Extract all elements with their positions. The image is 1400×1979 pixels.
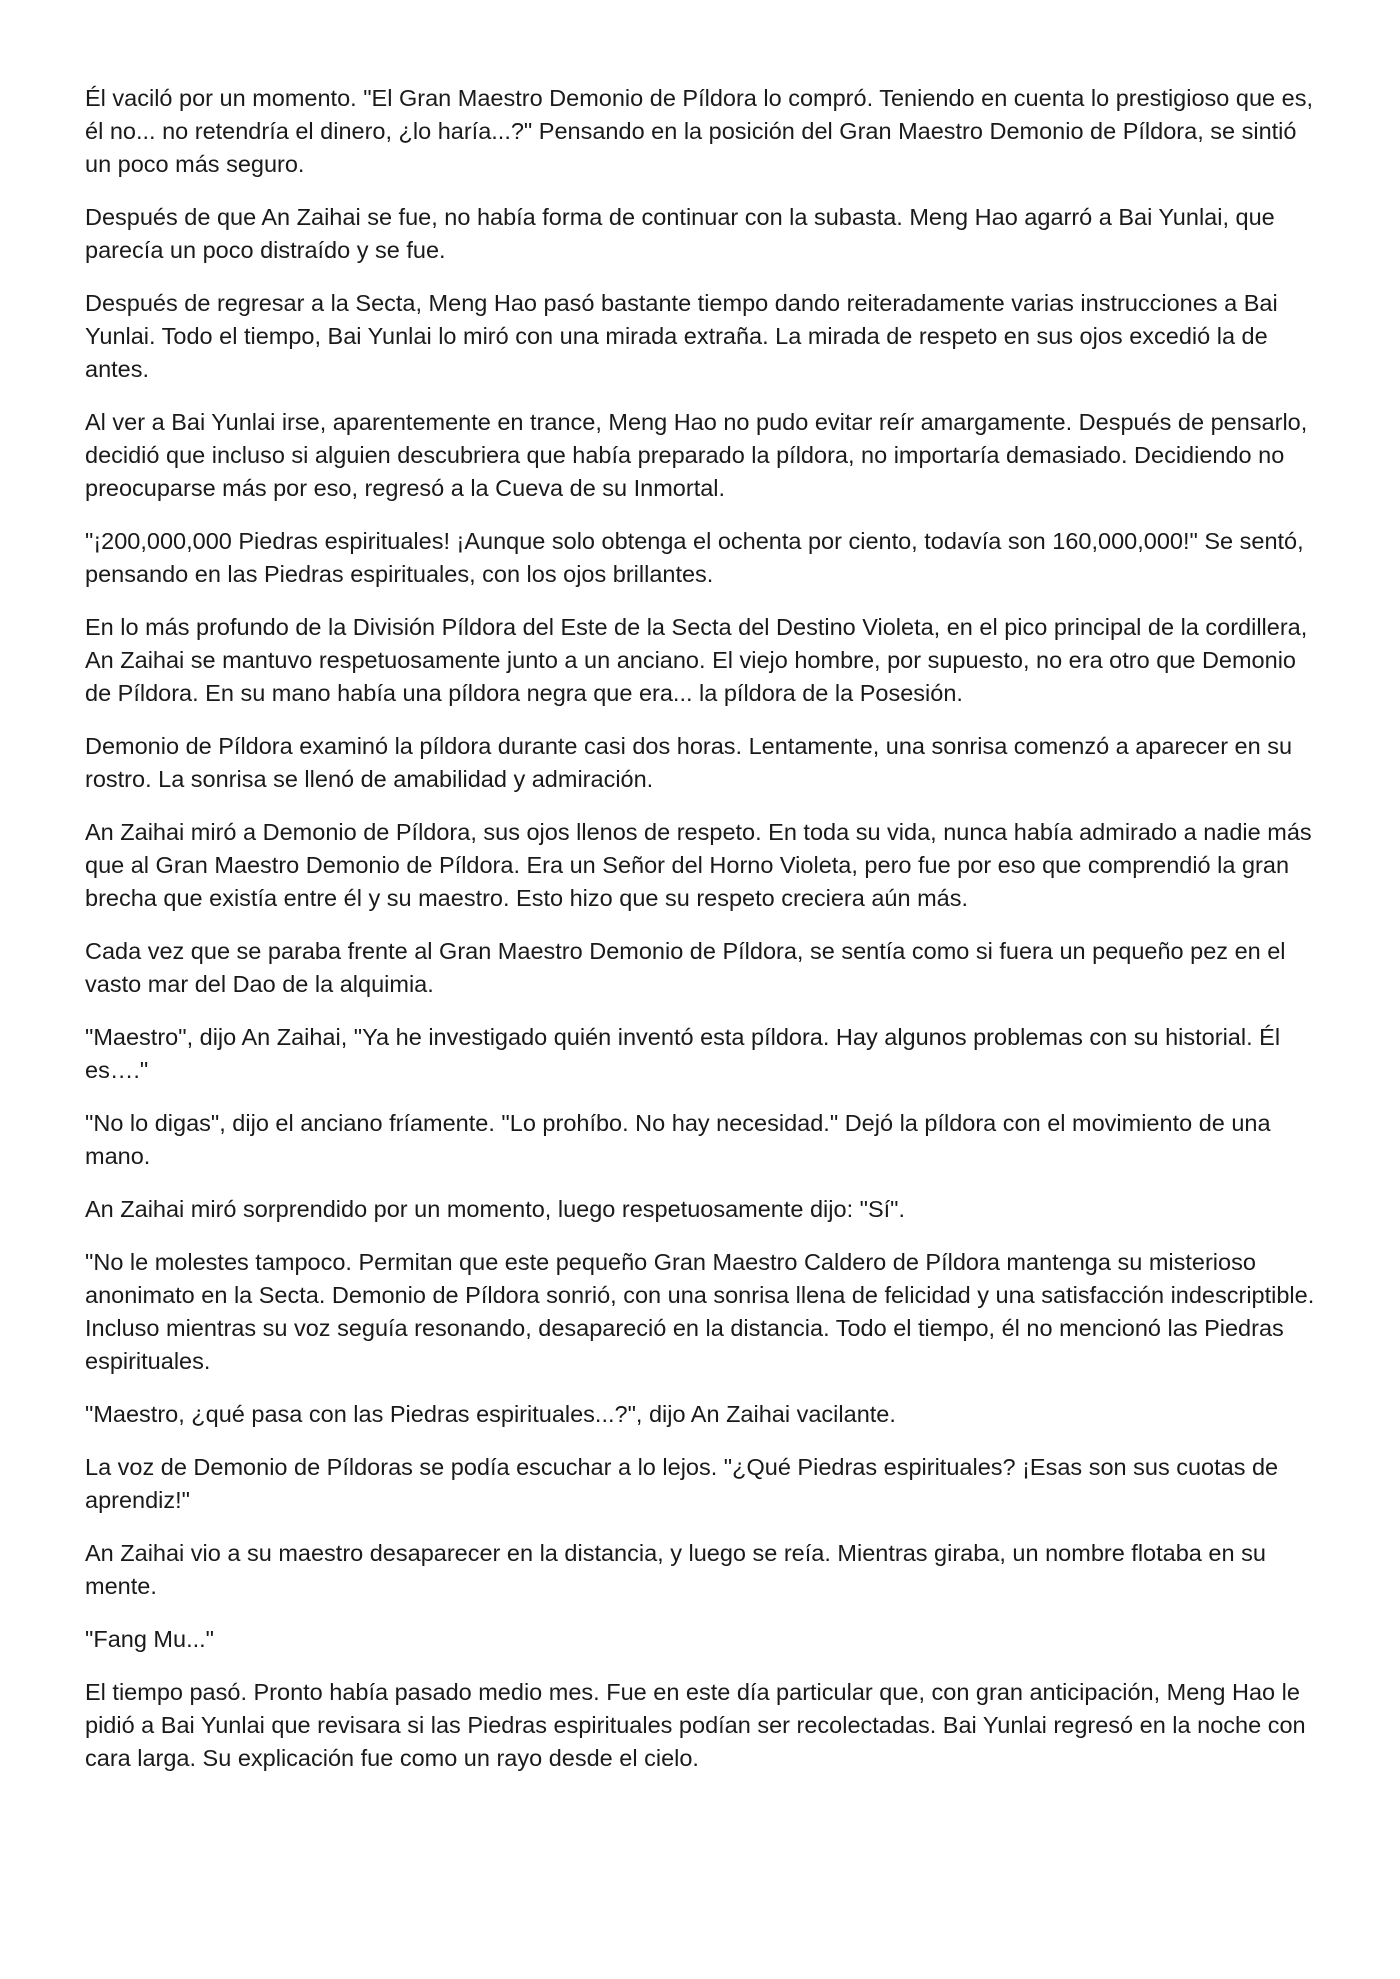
paragraph: "No lo digas", dijo el anciano fríamente. "Lo prohíbo. No hay necesidad." Dejó la píldora con el movimiento de una mano. xyxy=(85,1110,1271,1169)
paragraph: Después de regresar a la Secta, Meng Hao pasó bastante tiempo dando reiteradamente varias instrucciones a Bai Yunlai. Todo el tiempo, Bai Yunlai lo miró con una mirada extraña. La mirada de respeto en sus ojos excedió la de antes. xyxy=(85,290,1278,382)
paragraph: El tiempo pasó. Pronto había pasado medio mes. Fue en este día particular que, con gran anticipación, Meng Hao le pidió a Bai Yunlai que revisara si las Piedras espirituales podían ser recolectadas. Bai Yunlai regresó en la noche con cara larga. Su explicación fue como un rayo desde el cielo. xyxy=(85,1679,1306,1771)
paragraph: En lo más profundo de la División Píldora del Este de la Secta del Destino Violeta, en el pico principal de la cordillera, An Zaihai se mantuvo respetuosamente junto a un anciano. El viejo hombre, por supuesto, no era otro que Demonio de Píldora. En su mano había una píldora negra que era... la píldora de la Posesión. xyxy=(85,614,1308,706)
paragraph: Cada vez que se paraba frente al Gran Maestro Demonio de Píldora, se sentía como si fuera un pequeño pez en el vasto mar del Dao de la alquimia. xyxy=(85,938,1286,997)
paragraph: "Fang Mu..." xyxy=(85,1626,215,1652)
paragraph: Demonio de Píldora examinó la píldora durante casi dos horas. Lentamente, una sonrisa comenzó a aparecer en su rostro. La sonrisa se llenó de amabilidad y admiración. xyxy=(85,733,1293,792)
paragraph: Después de que An Zaihai se fue, no había forma de continuar con la subasta. Meng Hao agarró a Bai Yunlai, que parecía un poco distraído y se fue. xyxy=(85,204,1275,263)
paragraph: La voz de Demonio de Píldoras se podía escuchar a lo lejos. "¿Qué Piedras espirituales? ¡Esas son sus cuotas de aprendiz!" xyxy=(85,1454,1279,1513)
paragraph: An Zaihai vio a su maestro desaparecer en la distancia, y luego se reía. Mientras giraba, un nombre flotaba en su mente. xyxy=(85,1540,1266,1599)
paragraph: "No le molestes tampoco. Permitan que este pequeño Gran Maestro Caldero de Píldora mantenga su misterioso anonimato en la Secta. Demonio de Píldora sonrió, con una sonrisa llena de felicidad y una satisfacción indescriptible. Incluso mientras su voz seguía resonando, desapareció en la distancia. Todo el tiempo, él no mencionó las Piedras espirituales. xyxy=(85,1249,1315,1374)
paragraph: "Maestro, ¿qué pasa con las Piedras espirituales...?", dijo An Zaihai vacilante. xyxy=(85,1401,896,1427)
paragraph: "Maestro", dijo An Zaihai, "Ya he investigado quién inventó esta píldora. Hay algunos problemas con su historial. Él es…." xyxy=(85,1024,1281,1083)
paragraph: Él vaciló por un momento. "El Gran Maestro Demonio de Píldora lo compró. Teniendo en cuenta lo prestigioso que es, él no... no retendría el dinero, ¿lo haría...?" Pensando en la posición del Gran Maestro Demonio de Píldora, se sintió un poco más seguro. xyxy=(85,85,1313,177)
document-page xyxy=(85,82,1325,1795)
paragraph: "¡200,000,000 Piedras espirituales! ¡Aunque solo obtenga el ochenta por ciento, todavía son 160,000,000!" Se sentó, pensando en las Piedras espirituales, con los ojos brillantes. xyxy=(85,528,1304,587)
paragraph: Al ver a Bai Yunlai irse, aparentemente en trance, Meng Hao no pudo evitar reír amargamente. Después de pensarlo, decidió que incluso si alguien descubriera que había preparado la píldora, no importaría demasiado. Decidiendo no preocuparse más por eso, regresó a la Cueva de su Inmortal. xyxy=(85,409,1308,501)
paragraph: An Zaihai miró a Demonio de Píldora, sus ojos llenos de respeto. En toda su vida, nunca había admirado a nadie más que al Gran Maestro Demonio de Píldora. Era un Señor del Horno Violeta, pero fue por eso que comprendió la gran brecha que existía entre él y su maestro. Esto hizo que su respeto creciera aún más. xyxy=(85,819,1312,911)
paragraph: An Zaihai miró sorprendido por un momento, luego respetuosamente dijo: "Sí". xyxy=(85,1196,906,1222)
